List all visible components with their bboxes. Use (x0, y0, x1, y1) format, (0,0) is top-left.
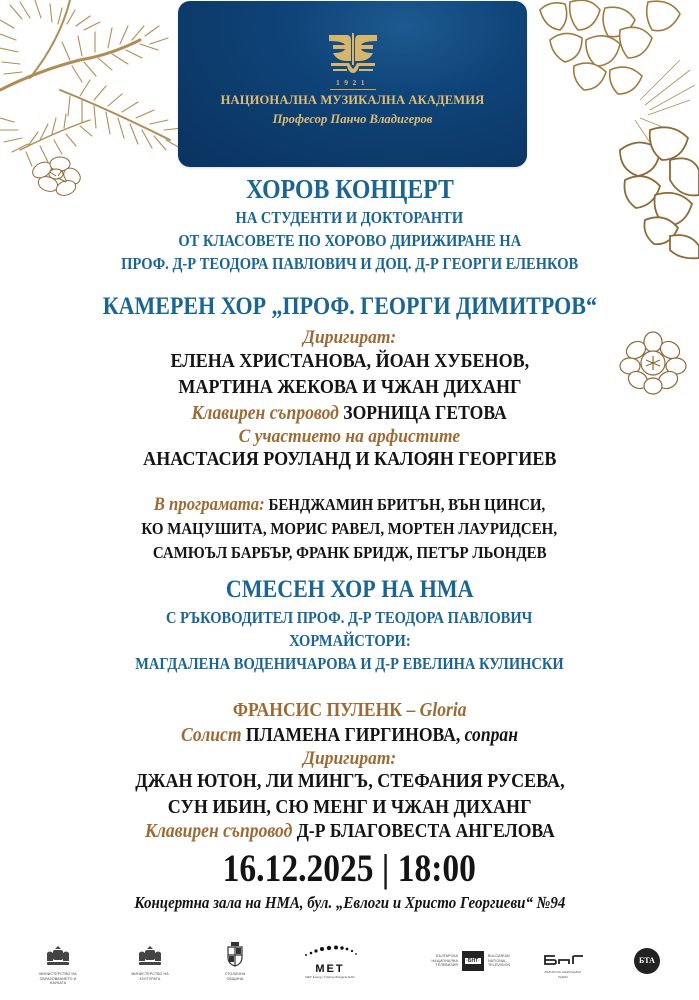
year-divider (330, 89, 376, 90)
sofia-crest-icon (225, 941, 245, 967)
mixed-choir-name: СМЕСЕН ХОР НА НМА (225, 576, 474, 603)
mixed-piano-line (0, 820, 699, 843)
composer-name: ФРАНСИС ПУЛЕНК – (232, 699, 415, 721)
concert-subtitle-2: ОТ КЛАСОВЕТЕ ПО ХОРОВО ДИРИЖИРАНЕ НА (178, 231, 521, 250)
met-dots-icon (302, 943, 358, 959)
mixed-conductors-label: Диригират: (302, 748, 397, 769)
soloist-label: Солист (180, 724, 242, 746)
chamber-conductors-line-2: МАРТИНА ЖЕКОВА И ЧЖАН ДИХАНГ (177, 376, 522, 398)
program-line-1: В програмата: БЕНДЖАМИН БРИТЪН, ВЪН ЦИНСИ, (153, 494, 546, 515)
coat-of-arms-icon (45, 945, 71, 967)
mixed-piano-label: Клавирен съпровод (144, 820, 292, 842)
event-venue: Концертна зала на НМА, бул. „Евлоги и Христо Георгиеви“ №94 (134, 893, 565, 912)
chamber-harp-label: С участието на арфистите (238, 426, 461, 447)
logo-ministry-education: МИНИСТЕРСТВО НА ОБРАЗОВАНИЕТО И НАУКАТА (38, 945, 78, 986)
program-line-3: САМЮЪЛ БАРБЪР, ФРАНК БРИДЖ, ПЕТЪР ЛЬОНДЕВ (152, 543, 547, 562)
concert-title: ХОРОВ КОНЦЕРТ (245, 174, 454, 204)
academy-year: 1921 (336, 78, 369, 87)
mixed-conductors-line-1: ДЖАН ЮТОН, ЛИ МИНГЪ, СТЕФАНИЯ РУСЕВА, (134, 770, 565, 792)
chamber-piano-name: ЗОРНИЦА ГЕТОВА (343, 402, 508, 424)
logo-bta (634, 948, 662, 974)
academy-banner (178, 1, 527, 167)
soloist-voice: сопран (464, 724, 519, 746)
logo-bnr: БЪЛГАРСКО НАЦИОНАЛНО РАДИО (540, 953, 586, 980)
soloist-name: ПЛАМЕНА ГИРГИНОВА, (245, 724, 461, 746)
chamber-conductors-label: Диригират: (302, 327, 397, 348)
bnr-wordmark-icon (543, 954, 583, 966)
logo-sofia-municipality: СТОЛИЧНА ОБЩИНА (218, 941, 252, 981)
logo-met: MET MET Energy Trading Bulgaria EAD (302, 943, 358, 980)
work-title: Gloria (419, 699, 467, 721)
chamber-piano-label: Клавирен съпровод (191, 402, 340, 424)
academy-name: НАЦИОНАЛНА МУЗИКАЛНА АКАДЕМИЯ (220, 93, 485, 107)
logo-bnt: БЪЛГАРСКА НАЦИОНАЛНА ТЕЛЕВИЗИЯ ·БНТ· BULGARIAN NATIONAL TELEVISION (420, 951, 530, 971)
mixed-piano-name: Д-Р БЛАГОВЕСТА АНГЕЛОВА (296, 820, 555, 842)
logo-ministry-culture: МИНИСТЕРСТВО НА КУЛТУРАТА (130, 945, 170, 981)
academy-logo-icon (327, 31, 379, 75)
chamber-conductors-line-1: ЕЛЕНА ХРИСТАНОВА, ЙОАН ХУБЕНОВ, (170, 350, 529, 372)
program-label: В програмата: (153, 494, 265, 515)
chamber-piano-line (0, 402, 699, 425)
academy-patron: Професор Панчо Владигеров (272, 112, 433, 126)
mixed-conductors-line-2: СУН ИБИН, СЮ МЕНГ И ЧЖАН ДИХАНГ (167, 796, 532, 818)
concert-subtitle-1: НА СТУДЕНТИ И ДОКТОРАНТИ (235, 208, 464, 227)
bta-globe-icon: БТА (634, 948, 660, 974)
choirmasters-label: ХОРМАЙСТОРИ: (288, 631, 411, 650)
bnt-mark: ·БНТ· (462, 951, 484, 971)
chamber-harp-names: АНАСТАСИЯ РОУЛАНД И КАЛОЯН ГЕОРГИЕВ (142, 448, 557, 470)
choirmasters-names: МАГДАЛЕНА ВОДЕНИЧАРОВА И Д-Р ЕВЕЛИНА КУЛИНСКИ (135, 654, 564, 673)
sponsor-logos (0, 935, 699, 1000)
program-line-2: КО МАЦУШИТА, МОРИС РАВЕЛ, МОРТЕН ЛАУРИДСЕН, (141, 519, 558, 538)
event-datetime: 16.12.2025 | 18:00 (222, 847, 477, 890)
poulenc-work (0, 699, 699, 722)
chamber-choir-name: КАМЕРЕН ХОР „ПРОФ. ГЕОРГИ ДИМИТРОВ“ (102, 293, 597, 320)
mixed-choir-leader: С РЪКОВОДИТЕЛ ПРОФ. Д-Р ТЕОДОРА ПАВЛОВИЧ (166, 608, 533, 627)
concert-subtitle-3: ПРОФ. Д-Р ТЕОДОРА ПАВЛОВИЧ И ДОЦ. Д-Р ГЕОРГИ ЕЛЕНКОВ (120, 254, 579, 273)
soloist-line (0, 724, 699, 747)
coat-of-arms-icon (137, 945, 163, 967)
